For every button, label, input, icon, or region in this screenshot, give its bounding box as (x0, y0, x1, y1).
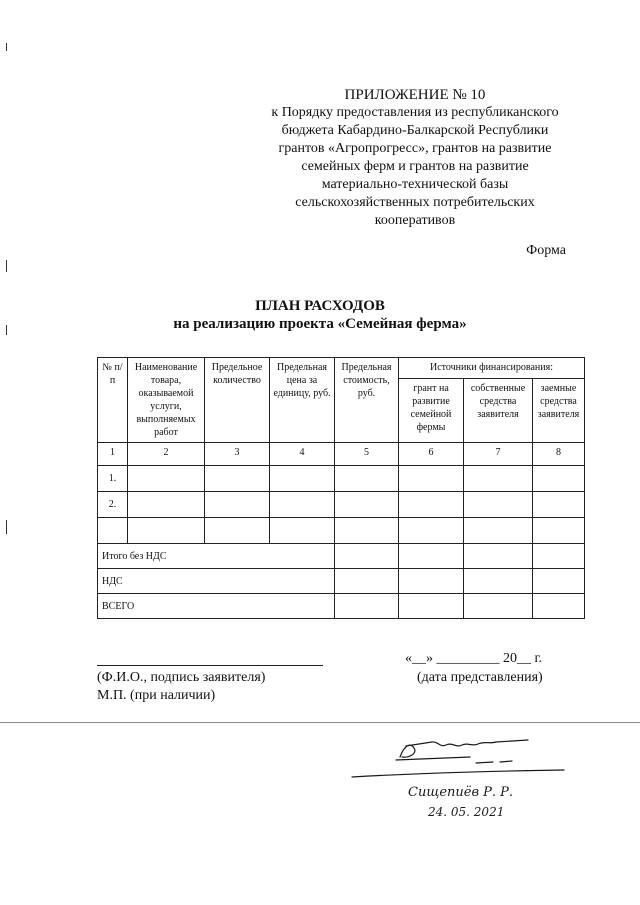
appendix-line: семейных ферм и грантов на развитие (301, 159, 529, 174)
plan-subtitle: на реализацию проекта «Семейная ферма» (173, 316, 467, 332)
date-line: «__» _________ 20__ г. (405, 651, 543, 666)
column-number: 5 (335, 443, 399, 466)
appendix-line: грантов «Агропрогресс», грантов на развитие (278, 141, 552, 156)
appendix-title: ПРИЛОЖЕНИЕ № 10 (344, 87, 486, 103)
total-label: Итого без НДС (98, 544, 335, 569)
column-number: 8 (533, 443, 585, 466)
column-number: 7 (464, 443, 533, 466)
header-qty: Предельное количество (205, 358, 270, 443)
handwritten-name: Сищепиёв Р. Р. (408, 785, 514, 800)
column-number: 2 (128, 443, 205, 466)
header-num: № п/п (98, 358, 128, 443)
appendix-line: сельскохозяйственных потребительских (295, 195, 535, 210)
handwritten-date: 24. 05. 2021 (428, 805, 505, 819)
header-cost: Предельная стоимость, руб. (335, 358, 399, 443)
appendix-line: бюджета Кабардино-Балкарской Республики (281, 123, 549, 138)
appendix-line: к Порядку предоставления из республиканского (271, 105, 559, 120)
stamp-label: М.П. (при наличии) (97, 688, 216, 703)
appendix-line: материально-технической базы (321, 177, 509, 192)
grand-total-label: ВСЕГО (98, 594, 335, 619)
header-price: Предельная цена за единицу, руб. (270, 358, 335, 443)
column-number: 6 (399, 443, 464, 466)
header-borrowed: заемные средства заявителя (533, 379, 585, 443)
appendix-line: кооперативов (374, 213, 456, 228)
applicant-label: (Ф.И.О., подпись заявителя) (97, 670, 266, 685)
header-name: Наименование товара, оказываемой услуги, выполняемых работ (128, 358, 205, 443)
column-number: 3 (205, 443, 270, 466)
header-grant: грант на развитие семейной фермы (399, 379, 464, 443)
row-number: 2. (98, 492, 128, 518)
plan-title: ПЛАН РАСХОДОВ (255, 298, 385, 314)
column-number: 4 (270, 443, 335, 466)
vat-label: НДС (98, 569, 335, 594)
form-label: Форма (526, 243, 566, 258)
row-number: 1. (98, 466, 128, 492)
header-sources: Источники финансирования: (399, 358, 585, 379)
column-number: 1 (98, 443, 128, 466)
header-own: собственные средства заявителя (464, 379, 533, 443)
date-label: (дата представления) (417, 670, 543, 685)
